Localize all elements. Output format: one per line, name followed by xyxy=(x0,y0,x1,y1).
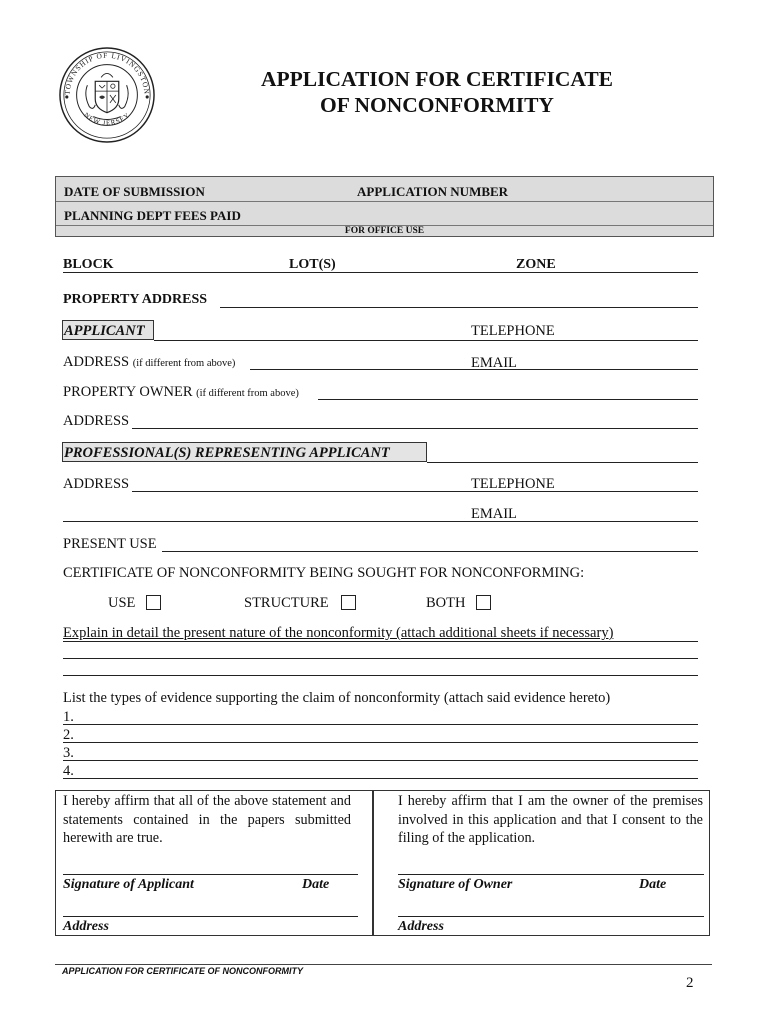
evidence-item-2: 2. xyxy=(63,727,74,743)
applicant-date-label: Date xyxy=(302,877,330,892)
planning-fees-label: PLANNING DEPT FEES PAID xyxy=(64,208,241,223)
title-line-1: APPLICATION FOR CERTIFICATE xyxy=(260,67,614,91)
certificate-heading: CERTIFICATE OF NONCONFORMITY BEING SOUGHT FOR NONCONFORMING: xyxy=(63,565,585,581)
explain-line-3[interactable] xyxy=(63,675,698,676)
block-lot-zone-line[interactable] xyxy=(63,272,698,273)
use-checkbox[interactable] xyxy=(146,595,161,610)
page-number: 2 xyxy=(686,975,694,991)
present-use-label: PRESENT USE xyxy=(63,536,157,552)
applicant-address-sig-line[interactable] xyxy=(63,916,358,917)
office-row-1 xyxy=(56,177,713,202)
owner-address-sig-line[interactable] xyxy=(398,916,704,917)
applicant-address-sig-label: Address xyxy=(63,919,109,934)
applicant-signature-line[interactable] xyxy=(63,874,358,875)
explain-line-1[interactable] xyxy=(63,641,698,642)
explain-line-2[interactable] xyxy=(63,658,698,659)
explain-prompt: Explain in detail the present nature of the nonconformity (attach additional sheets if necessary) xyxy=(63,625,614,641)
telephone-label: TELEPHONE xyxy=(471,323,555,339)
title-line-2: OF NONCONFORMITY xyxy=(320,93,554,117)
applicant-affirmation-text: I hereby affirm that all of the above statement and statements contained in the papers submitted herewith are true. xyxy=(63,793,351,846)
property-owner-line[interactable] xyxy=(318,399,698,400)
office-use-box xyxy=(55,176,714,237)
evidence-prompt: List the types of evidence supporting the claim of nonconformity (attach said evidence hereto) xyxy=(63,690,611,706)
page-title xyxy=(200,66,674,118)
owner-affirmation-text: I hereby affirm that I am the owner of the premises involved in this application and that I consent to the filing of the application. xyxy=(398,793,703,846)
svg-text:NEW JERSEY: NEW JERSEY xyxy=(82,111,132,128)
evidence-line-1[interactable] xyxy=(63,724,698,725)
present-use-line[interactable] xyxy=(162,551,698,552)
property-owner-label xyxy=(63,384,299,401)
owner-if-different-note: (if different from above) xyxy=(196,388,299,399)
lots-label: LOT(S) xyxy=(289,257,336,272)
township-seal xyxy=(58,46,156,144)
signature-of-applicant-label: Signature of Applicant xyxy=(63,877,194,892)
structure-checkbox[interactable] xyxy=(341,595,356,610)
professionals-line[interactable] xyxy=(427,462,698,463)
applicant-line[interactable] xyxy=(154,340,698,341)
owner-address-line[interactable] xyxy=(132,428,698,429)
svg-text:TOWNSHIP OF LIVINGSTON: TOWNSHIP OF LIVINGSTON xyxy=(62,50,152,96)
footer-rule xyxy=(55,964,712,965)
block-label: BLOCK xyxy=(63,257,114,272)
prof-email-label: EMAIL xyxy=(471,506,517,522)
if-different-note: (if different from above) xyxy=(132,358,236,369)
property-address-label: PROPERTY ADDRESS xyxy=(63,292,208,307)
prof-extra-line[interactable] xyxy=(63,521,698,522)
evidence-line-2[interactable] xyxy=(63,742,698,743)
for-office-use-label: FOR OFFICE USE xyxy=(344,226,425,236)
applicant-address-label xyxy=(63,354,235,371)
option-structure-label: STRUCTURE xyxy=(244,595,329,611)
property-owner-text: PROPERTY OWNER xyxy=(63,384,193,400)
option-use-label: USE xyxy=(108,595,136,611)
option-both-label: BOTH xyxy=(426,595,466,611)
date-of-submission-label: DATE OF SUBMISSION xyxy=(64,184,205,199)
application-number-label: APPLICATION NUMBER xyxy=(357,184,509,199)
zone-label: ZONE xyxy=(516,257,556,272)
owner-signature-line[interactable] xyxy=(398,874,704,875)
office-row-2 xyxy=(56,202,713,226)
prof-address-label: ADDRESS xyxy=(63,476,130,492)
applicant-heading: APPLICANT xyxy=(62,320,154,340)
owner-address-label: ADDRESS xyxy=(63,413,130,429)
owner-address-sig-label: Address xyxy=(398,919,444,934)
owner-date-label: Date xyxy=(639,877,667,892)
address-text: ADDRESS xyxy=(63,354,130,370)
email-label: EMAIL xyxy=(471,355,517,371)
both-checkbox[interactable] xyxy=(476,595,491,610)
evidence-line-4[interactable] xyxy=(63,778,698,779)
signature-of-owner-label: Signature of Owner xyxy=(398,877,513,892)
footer-text: APPLICATION FOR CERTIFICATE OF NONCONFORMITY xyxy=(62,966,303,976)
evidence-item-3: 3. xyxy=(63,745,74,761)
prof-address-line[interactable] xyxy=(132,491,698,492)
evidence-item-1: 1. xyxy=(63,709,74,725)
evidence-line-3[interactable] xyxy=(63,760,698,761)
professionals-heading: PROFESSIONAL(S) REPRESENTING APPLICANT xyxy=(62,442,427,462)
prof-telephone-label: TELEPHONE xyxy=(471,476,555,492)
evidence-item-4: 4. xyxy=(63,763,74,779)
property-address-line[interactable] xyxy=(220,307,698,308)
